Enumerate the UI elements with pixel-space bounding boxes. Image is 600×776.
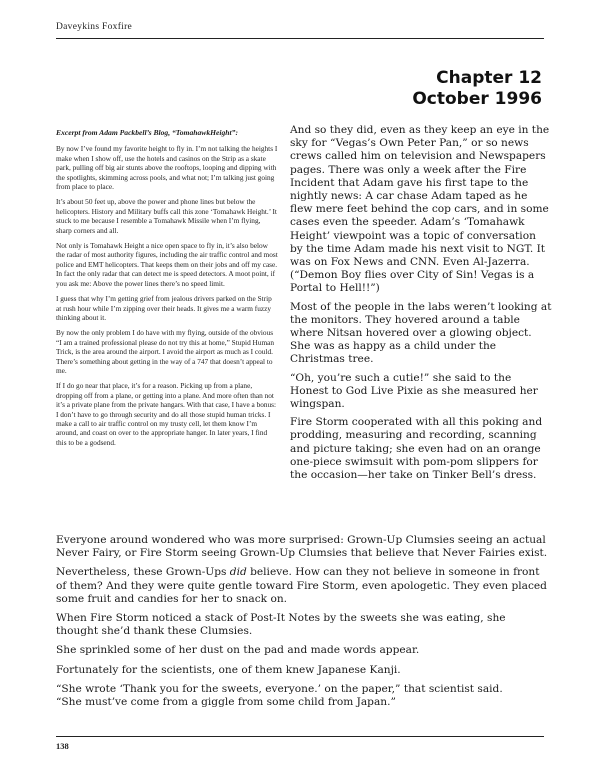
sidebar-paragraph: By now the only problem I do have with my flying, outside of the obvious “I am a trained professional please do not try this at home,” Stupid Human Trick, is the area around the airport. I avoid the airport as much as I could. There’s something about getting in the way of a 747 that doesn’t appeal to me. (56, 328, 275, 375)
body-paragraph: She sprinkled some of her dust on the pad and made words appear. (56, 644, 420, 657)
sidebar-title: Excerpt from Adam Packbell’s Blog, “TomahawkHeight”: (56, 128, 238, 137)
text-line: “She wrote ‘Thank you for the sweets, everyone.’ on the paper,” that scientist said. (56, 682, 503, 695)
sidebar-paragraph: It’s about 50 feet up, above the power and phone lines but below the helicopters. History and Military buffs call this zone ‘Tomahawk Height.’ It stuck to me because I resemble a Tomahawk Missile when I’m flying, sharp corners and all. (56, 197, 277, 235)
body-paragraph: Everyone around wondered who was more surprised: Grown-Up Clumsies seeing an actual Never Fairy, or Fire Storm seeing Grown-Up Clumsies that believe that Never Fairies exist. (56, 534, 548, 560)
body-paragraph: Most of the people in the labs weren’t looking at the monitors. They hovered around a table where Nitsan hovered over a glowing object. She was as happy as a child under the Christmas tree. (290, 300, 552, 366)
page-number: 138 (56, 741, 69, 751)
header-rule (56, 38, 544, 39)
full-width-text (56, 534, 550, 715)
chapter-date: October 1996 (412, 89, 542, 109)
footer-rule (56, 736, 544, 737)
body-paragraph (56, 683, 550, 709)
body-paragraph: Fire Storm cooperated with all this poking and prodding, measuring and recording, scanning and picture taking; she even had on an orange one-piece swimsuit with pom-pom slippers for the occasion—her take on Tinker Bell’s dress. (290, 416, 543, 482)
body-paragraph (56, 566, 550, 606)
text-run: believe. How can they not believe in someone in front of them? And they were quite gentle toward Fire Storm, even apologetic. They even placed some fruit and candies for her to snack on. (56, 566, 547, 605)
body-paragraph: And so they did, even as they keep an eye in the sky for “Vegas’s Own Peter Pan,” or so news crews called him on television and Newspapers pages. There was only a week after the Fire Incident that Adam gave his first tape to the nightly news: A car chase Adam taped as he flew mere feet behind the cop cars, and in some cases even the speeder. Adam’s ‘Tomahawk Height’ viewpoint was a topic of conversation by the time Adam made his next visit to NGT. It was on Fox News and CNN. Even Al-Jazerra. (“Demon Boy flies over City of Sin! Vegas is a Portal to Hell!!”) (290, 124, 550, 295)
running-header: Daveykins Foxfire (56, 22, 133, 32)
chapter-heading (412, 68, 542, 110)
body-paragraph: Fortunately for the scientists, one of them knew Japanese Kanji. (56, 663, 401, 676)
emphasis: did (229, 566, 247, 579)
body-paragraph: When Fire Storm noticed a stack of Post-It Notes by the sweets she was eating, she thought she’d thank these Clumsies. (56, 612, 506, 638)
body-paragraph: “Oh, you’re such a cutie!” she said to the Honest to God Live Pixie as she measured her wingspan. (290, 371, 538, 411)
sidebar-paragraph: Not only is Tomahawk Height a nice open space to fly in, it’s also below the radar of most authority figures, including the air traffic control and most police and EMT helicopters. That keeps them on their jobs and off my case. In fact the only radar that can detect me is speed detectors. A moot point, if you ask me: Above the power lines there’s no speed limit. (56, 241, 278, 288)
sidebar-paragraph: If I do go near that place, it’s for a reason. Picking up from a plane, dropping off from a plane, or getting into a plane. And more often than not it’s a private plane from the private hangars. With that case, I have a bonus: I don’t have to go through security and do all those stupid human tricks. I make a call to air traffic control on my trusty cell, let them know I’m around, and coast on over to the appropriate hanger. In later years, I find this to be a godsend. (56, 381, 277, 447)
chapter-number: Chapter 12 (436, 68, 542, 88)
blog-excerpt-sidebar (56, 128, 278, 453)
main-text-column (290, 124, 552, 487)
sidebar-paragraph: I guess that why I’m getting grief from jealous drivers parked on the Strip at rush hour while I’m zipping over their heads. It gives me a warm fuzzy thinking about it. (56, 294, 272, 322)
text-line: “She must’ve come from a giggle from some child from Japan.” (56, 696, 396, 709)
text-run: Nevertheless, these Grown-Ups (56, 566, 230, 579)
sidebar-paragraph: By now I’ve found my favorite height to fly in. I’m not talking the heights I make when I show off, use the hotels and casinos on the Strip as a skate park, pulling off big air stunts above the rooftops, looping and dipping with the spotlights, skimming across pools, and what not; I’m talking just going from place to place. (56, 144, 278, 192)
